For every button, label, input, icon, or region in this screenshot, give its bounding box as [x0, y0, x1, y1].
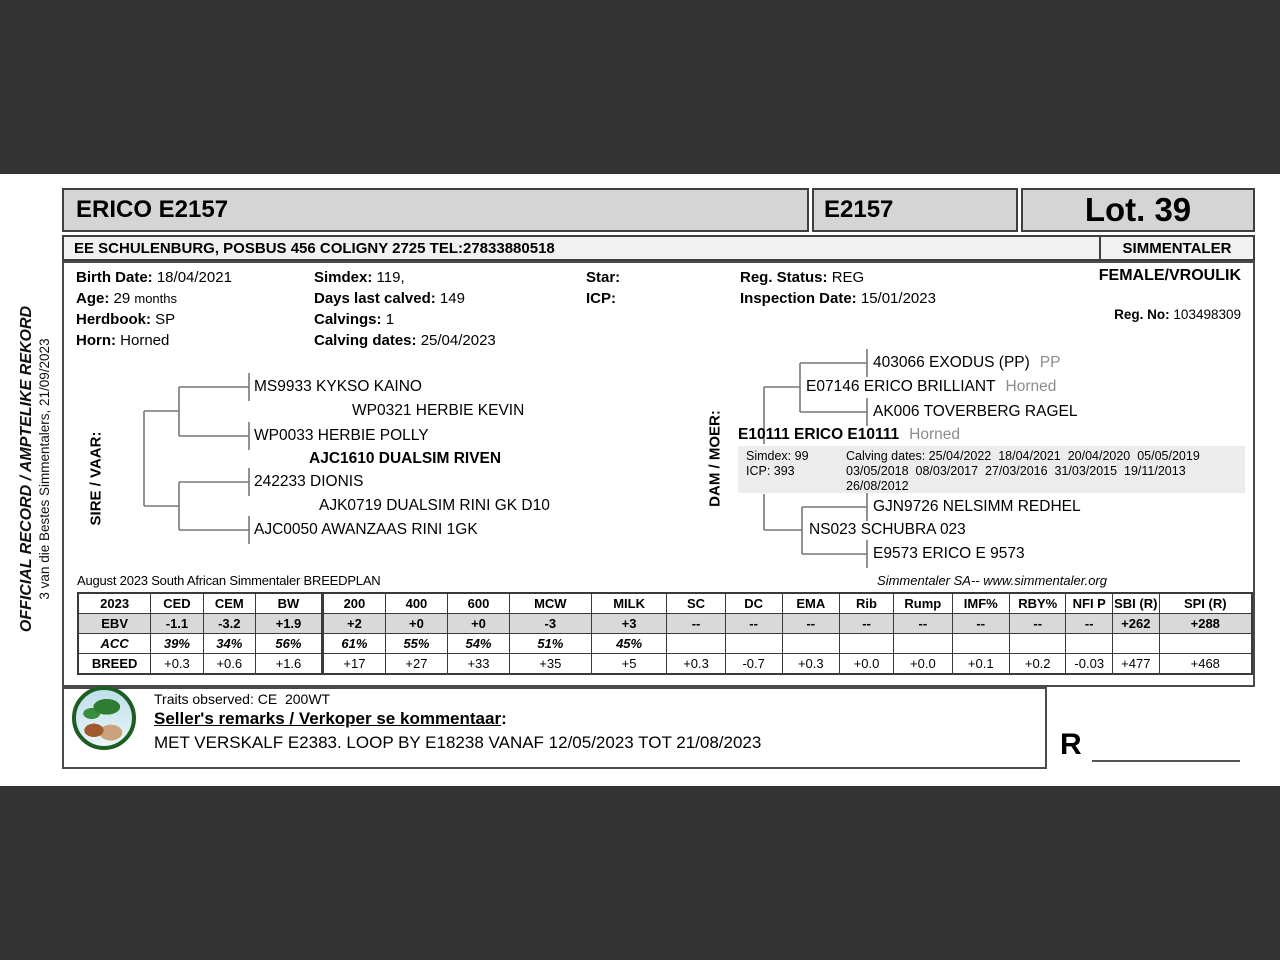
reg-no-value: 103498309: [1173, 307, 1241, 322]
ebv-table-cell: -0.7: [725, 654, 782, 675]
ebv-table-cell: BREED: [78, 654, 151, 675]
dam-calving-dates-1: Calving dates: 25/04/2022 18/04/2021 20/04/2020 05/05/2019: [846, 449, 1200, 463]
sire-mother: AJK0719 DUALSIM RINI GK D10: [319, 497, 550, 514]
breedplan-source-line: August 2023 South African Simmentaler BREEDPLAN: [77, 573, 381, 588]
dam-name-line: [738, 426, 960, 444]
ebv-table-header-cell: SC: [667, 593, 725, 614]
days-last-calved-label: Days last calved:: [314, 290, 436, 307]
dam-father-name: E07146 ERICO BRILLIANT: [806, 378, 996, 395]
ebv-table-header-cell: 200: [322, 593, 385, 614]
ebv-table-cell: --: [839, 614, 893, 634]
simdex-value: 119,: [376, 269, 405, 286]
ebv-table-header-cell: 600: [447, 593, 509, 614]
ebv-table-cell: 45%: [591, 634, 667, 654]
icp-label: ICP:: [586, 290, 616, 307]
animal-tag-cell: [812, 188, 1018, 232]
ebv-table-cell: [1159, 634, 1252, 654]
ebv-table-cell: +0.1: [952, 654, 1009, 675]
dam-father: [806, 378, 1056, 396]
official-record-vertical-label: [17, 254, 53, 684]
ebv-table-cell: +35: [510, 654, 592, 675]
ebv-table-header-cell: SPI (R): [1159, 593, 1252, 614]
ebv-table: [77, 592, 1253, 675]
horn-value: Horned: [120, 332, 170, 349]
ebv-table-cell: 61%: [322, 634, 385, 654]
currency-symbol: R: [1060, 728, 1082, 761]
simdex-label: Simdex:: [314, 269, 373, 286]
age-label: Age:: [76, 290, 110, 307]
ebv-table-cell: [952, 634, 1009, 654]
ebv-table-cell: +5: [591, 654, 667, 675]
dam-simdex: Simdex: 99: [746, 449, 809, 463]
animal-name-title: [62, 188, 809, 232]
dam-mother: NS023 SCHUBRA 023: [809, 521, 966, 538]
top-dark-band: [0, 0, 1280, 174]
horn-line: [76, 330, 169, 351]
ebv-table-header-cell: EMA: [782, 593, 839, 614]
reg-no-line: [1114, 307, 1241, 322]
ebv-table-cell: +0.2: [1009, 654, 1066, 675]
age-value: 29: [113, 290, 131, 307]
remarks-text: MET VERSKALF E2383. LOOP BY E18238 VANAF 12/05/2023 TOT 21/08/2023: [154, 733, 762, 752]
ebv-table-cell: +262: [1113, 614, 1160, 634]
calvings-line: [314, 309, 394, 330]
days-last-calved-value: 149: [439, 290, 465, 307]
star-line: [586, 267, 620, 288]
calving-dates-value: 25/04/2023: [420, 332, 496, 349]
ebv-table-cell: +0.0: [839, 654, 893, 675]
ebv-table-cell: 39%: [151, 634, 203, 654]
sire-paternal-grandsire: MS9933 KYKSO KAINO: [254, 378, 422, 395]
ebv-table-cell: [1066, 634, 1113, 654]
lot-number: Lot. 39: [1084, 191, 1192, 228]
dam-paternal-grandsire-name: 403066 EXODUS (PP): [873, 354, 1030, 371]
official-record-text: OFFICIAL RECORD / AMPTELIKE REKORD: [18, 305, 35, 633]
ebv-table-cell: 56%: [255, 634, 322, 654]
sire-name: AJC1610 DUALSIM RIVEN: [309, 450, 502, 467]
ebv-table-cell: ACC: [78, 634, 151, 654]
remarks-heading-colon: :: [501, 709, 507, 728]
inspection-date-value: 15/01/2023: [860, 290, 936, 307]
dam-icp: ICP: 393: [746, 464, 795, 478]
breedplan-org-line: Simmentaler SA-- www.simmentaler.org: [877, 573, 1107, 588]
inspection-date-line: [740, 288, 936, 309]
animal-tag: E2157: [824, 196, 894, 223]
reg-status-line: [740, 267, 864, 288]
ebv-table-header-cell: 2023: [78, 593, 151, 614]
lot-number-cell: [1021, 188, 1255, 232]
ebv-table-cell: --: [725, 614, 782, 634]
ebv-table-cell: +17: [322, 654, 385, 675]
dam-paternal-grandsire: [873, 354, 1060, 372]
days-last-calved-line: [314, 288, 465, 309]
ebv-table-cell: 51%: [510, 634, 592, 654]
calvings-label: Calvings:: [314, 311, 382, 328]
ebv-table-cell: +0.3: [782, 654, 839, 675]
ebv-table-header-cell: CEM: [203, 593, 255, 614]
sale-name-date-text: 3 van die Bestes Simmentalers, 21/09/2023: [37, 338, 52, 600]
horned-note-dam: Horned: [909, 426, 961, 443]
ebv-table-cell: +0.0: [894, 654, 952, 675]
ebv-table-header-cell: Rib: [839, 593, 893, 614]
ebv-table-cell: +0.3: [667, 654, 725, 675]
ebv-table-cell: 55%: [385, 634, 447, 654]
birth-date-label: Birth Date:: [76, 269, 153, 286]
ebv-table-cell: +288: [1159, 614, 1252, 634]
ebv-table-cell: [1009, 634, 1066, 654]
ebv-table-cell: [1113, 634, 1160, 654]
dam-section-label: DAM / MOER:: [706, 410, 724, 507]
calvings-value: 1: [385, 311, 395, 328]
reg-status-label: Reg. Status:: [740, 269, 828, 286]
dam-paternal-granddam: AK006 TOVERBERG RAGEL: [873, 403, 1078, 420]
calving-dates-label: Calving dates:: [314, 332, 417, 349]
ebv-table-cell: -0.03: [1066, 654, 1113, 675]
age-line: [76, 288, 177, 309]
ebv-table-cell: --: [952, 614, 1009, 634]
animal-name: ERICO E2157: [76, 196, 229, 223]
ebv-table-header-cell: CED: [151, 593, 203, 614]
ebv-table-cell: +33: [447, 654, 509, 675]
price-blank-line: [1092, 730, 1240, 762]
ebv-table-cell: [894, 634, 952, 654]
ebv-table-cell: +0: [385, 614, 447, 634]
ebv-table-cell: --: [667, 614, 725, 634]
ebv-table-cell: EBV: [78, 614, 151, 634]
ebv-table-cell: +0: [447, 614, 509, 634]
sire-maternal-grandsire: 242233 DIONIS: [254, 473, 364, 490]
birth-date-line: [76, 267, 232, 288]
age-unit: months: [134, 291, 178, 306]
breed-name: SIMMENTALER: [1099, 237, 1253, 259]
ebv-table-cell: [839, 634, 893, 654]
herdbook-value: SP: [155, 311, 176, 328]
ebv-table-cell: +27: [385, 654, 447, 675]
ebv-table-cell: +0.6: [203, 654, 255, 675]
ebv-table-cell: -3: [510, 614, 592, 634]
ebv-table-cell: --: [1066, 614, 1113, 634]
dam-calving-dates-2: 03/05/2018 08/03/2017 27/03/2016 31/03/2015 19/11/2013: [846, 464, 1186, 478]
ebv-table-header-cell: MILK: [591, 593, 667, 614]
polled-note: PP: [1039, 354, 1061, 371]
herdbook-label: Herdbook:: [76, 311, 151, 328]
dam-calving-dates-3: 26/08/2012: [846, 479, 909, 493]
dam-maternal-grandsire: GJN9726 NELSIMM REDHEL: [873, 498, 1081, 515]
ebv-table-header-cell: RBY%: [1009, 593, 1066, 614]
simmentaler-logo-icon: [72, 686, 136, 750]
ebv-table-cell: --: [1009, 614, 1066, 634]
ebv-table-cell: [725, 634, 782, 654]
sex-label: FEMALE/VROULIK: [1098, 267, 1241, 284]
remarks-box: [62, 687, 1047, 769]
ebv-table-cell: -1.1: [151, 614, 203, 634]
calving-dates-line: [314, 330, 496, 351]
bottom-dark-band: [0, 786, 1280, 960]
ebv-table-cell: 34%: [203, 634, 255, 654]
remarks-heading-text: Seller's remarks / Verkoper se kommentaar: [154, 709, 502, 728]
remarks-heading: [154, 709, 507, 729]
ebv-table-header-cell: Rump: [894, 593, 952, 614]
record-body: [62, 261, 1255, 687]
seller-address-bar: [62, 235, 1255, 261]
seller-address: EE SCHULENBURG, POSBUS 456 COLIGNY 2725 TEL:27833880518: [74, 239, 555, 257]
traits-observed: Traits observed: CE 200WT: [154, 691, 331, 707]
price-area: [1060, 728, 1240, 762]
dam-details-box: [738, 446, 1245, 493]
ebv-table-header-cell: MCW: [510, 593, 592, 614]
ebv-table-cell: --: [782, 614, 839, 634]
ebv-table-cell: +468: [1159, 654, 1252, 675]
sire-father: WP0321 HERBIE KEVIN: [352, 402, 525, 419]
sire-maternal-granddam: AJC0050 AWANZAAS RINI 1GK: [254, 521, 478, 538]
inspection-date-label: Inspection Date:: [740, 290, 857, 307]
ebv-table-cell: -3.2: [203, 614, 255, 634]
simdex-line: [314, 267, 405, 288]
ebv-table-cell: [667, 634, 725, 654]
ebv-table-cell: +1.9: [255, 614, 322, 634]
reg-status-value: REG: [831, 269, 865, 286]
ebv-table-header-cell: NFI P: [1066, 593, 1113, 614]
reg-no-label: Reg. No:: [1114, 307, 1170, 322]
ebv-table-header-cell: 400: [385, 593, 447, 614]
sire-section-label: SIRE / VAAR:: [87, 431, 105, 526]
ebv-table-cell: --: [894, 614, 952, 634]
star-label: Star:: [586, 269, 621, 286]
ebv-table-cell: 54%: [447, 634, 509, 654]
ebv-table-header-cell: DC: [725, 593, 782, 614]
ebv-table-header-cell: BW: [255, 593, 322, 614]
ebv-table-cell: +2: [322, 614, 385, 634]
birth-date-value: 18/04/2021: [156, 269, 232, 286]
dam-name: E10111 ERICO E10111: [738, 426, 900, 443]
ebv-table-header-cell: IMF%: [952, 593, 1009, 614]
ebv-table-cell: +0.3: [151, 654, 203, 675]
icp-line: [586, 288, 616, 309]
herdbook-line: [76, 309, 175, 330]
horn-label: Horn:: [76, 332, 116, 349]
ebv-table-cell: [782, 634, 839, 654]
ebv-table-cell: +1.6: [255, 654, 322, 675]
sire-paternal-granddam: WP0033 HERBIE POLLY: [254, 427, 429, 444]
ebv-table-cell: +3: [591, 614, 667, 634]
ebv-table-header-cell: SBI (R): [1113, 593, 1160, 614]
horned-note-sire: Horned: [1005, 378, 1057, 395]
ebv-table-cell: +477: [1113, 654, 1160, 675]
dam-maternal-granddam: E9573 ERICO E 9573: [873, 545, 1025, 562]
